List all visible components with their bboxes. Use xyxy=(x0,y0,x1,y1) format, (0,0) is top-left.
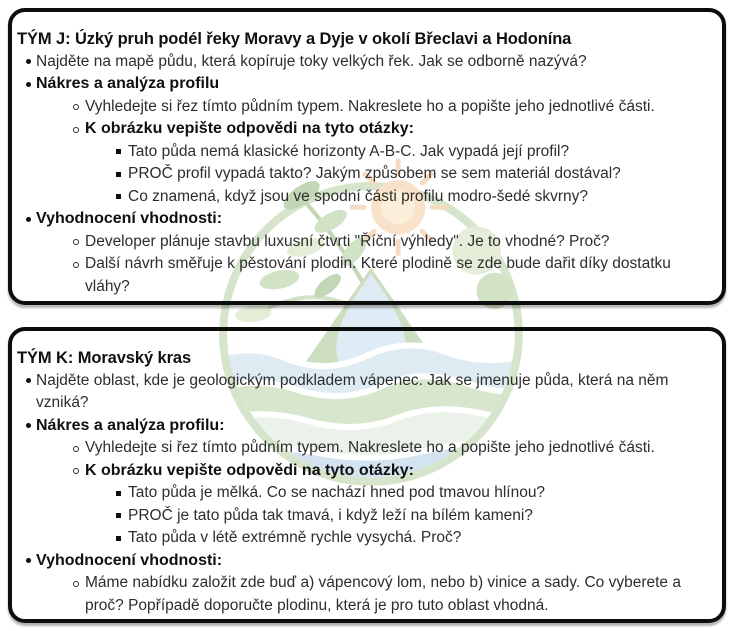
list-item xyxy=(15,253,710,298)
disc-bullet-icon xyxy=(26,59,31,64)
disc-bullet-icon xyxy=(26,82,31,87)
list-item xyxy=(15,460,710,483)
team-j-card xyxy=(8,8,726,305)
list-item-text: Nákres a analýza profilu: xyxy=(36,416,225,434)
list-item-text: Vyhodnocení vhodnosti: xyxy=(36,551,223,569)
list-item-text: Co znamená, když jsou ve spodní části profilu modro-šedé skvrny? xyxy=(128,187,589,205)
circle-bullet-icon xyxy=(73,446,79,452)
card-title: TÝM J: Úzký pruh podél řeky Moravy a Dyje v okolí Břeclavi a Hodonína xyxy=(17,30,572,48)
list-item-text: Najděte na mapě půdu, která kopíruje toky velkých řek. Jak se odborně nazývá? xyxy=(36,52,587,70)
square-bullet-icon xyxy=(116,491,121,496)
disc-bullet-icon xyxy=(26,558,31,563)
list-item-text: PROČ je tato půda tak tmavá, i když leží na bílém kameni? xyxy=(128,506,533,524)
list-item xyxy=(15,208,710,231)
list-item xyxy=(15,51,710,74)
square-bullet-icon xyxy=(116,194,121,199)
list-item-text: K obrázku vepište odpovědi na tyto otázky: xyxy=(85,120,414,137)
list-item xyxy=(15,186,710,209)
task-list xyxy=(15,370,710,618)
list-item-text: PROČ profil vypadá takto? Jakým způsobem se sem materiál dostával? xyxy=(128,165,621,182)
circle-bullet-icon xyxy=(73,239,79,245)
list-item xyxy=(15,141,710,164)
list-item xyxy=(15,73,710,96)
square-bullet-icon xyxy=(116,172,121,177)
list-item-text: Tato půda v létě extrémně rychle vysychá. Proč? xyxy=(128,529,462,546)
circle-bullet-icon xyxy=(73,262,79,268)
list-item-text: Developer plánuje stavbu luxusní čtvrti "Říční výhledy". Je to vhodné? Proč? xyxy=(85,232,610,250)
circle-bullet-icon xyxy=(73,104,79,110)
list-item xyxy=(15,482,710,505)
card-title: TÝM K: Moravský kras xyxy=(17,349,192,367)
square-bullet-icon xyxy=(116,513,121,518)
square-bullet-icon xyxy=(116,149,121,154)
circle-bullet-icon xyxy=(73,581,79,587)
list-item-text: Najděte oblast, kde je geologickým podkladem vápenec. Jak se jmenuje půda, která na něm vzniká? xyxy=(36,371,669,411)
list-item-text: Vyhodnocení vhodnosti: xyxy=(36,210,223,227)
disc-bullet-icon xyxy=(26,217,31,222)
disc-bullet-icon xyxy=(26,378,31,383)
list-item xyxy=(15,437,710,460)
list-item-text: Tato půda je mělká. Co se nachází hned pod tmavou hlínou? xyxy=(128,484,546,501)
circle-bullet-icon xyxy=(73,468,79,474)
list-item-text: Nákres a analýza profilu xyxy=(36,75,220,92)
list-item xyxy=(15,118,710,141)
list-item xyxy=(15,370,710,415)
list-item-text: Tato půda nemá klasické horizonty A-B-C. Jak vypadá její profil? xyxy=(128,142,570,160)
list-item-text: Vyhledejte si řez tímto půdním typem. Nakreslete ho a popište jeho jednotlivé části. xyxy=(85,97,655,115)
list-item-text: K obrázku vepište odpovědi na tyto otázky: xyxy=(85,461,414,479)
task-list xyxy=(15,51,710,299)
circle-bullet-icon xyxy=(73,127,79,133)
list-item xyxy=(15,572,710,617)
square-bullet-icon xyxy=(116,536,121,541)
list-item-text: Vyhledejte si řez tímto půdním typem. Nakreslete ho a popište jeho jednotlivé části. xyxy=(85,439,655,456)
disc-bullet-icon xyxy=(26,423,31,428)
list-item xyxy=(15,231,710,254)
team-k-card xyxy=(8,327,726,623)
list-item-text: Máme nabídku založit zde buď a) vápencový lom, nebo b) vinice a sady. Co vyberete a proč? Popřípadě doporučte plodinu, která je pro tuto oblast vhodná. xyxy=(85,574,681,614)
list-item xyxy=(15,415,710,438)
list-item xyxy=(15,96,710,119)
list-item xyxy=(15,163,710,186)
list-item-text: Další návrh směřuje k pěstování plodin. Které plodině se zde bude dařit díky dostatku vláhy? xyxy=(85,255,671,295)
list-item xyxy=(15,527,710,550)
list-item xyxy=(15,550,710,573)
list-item xyxy=(15,505,710,528)
